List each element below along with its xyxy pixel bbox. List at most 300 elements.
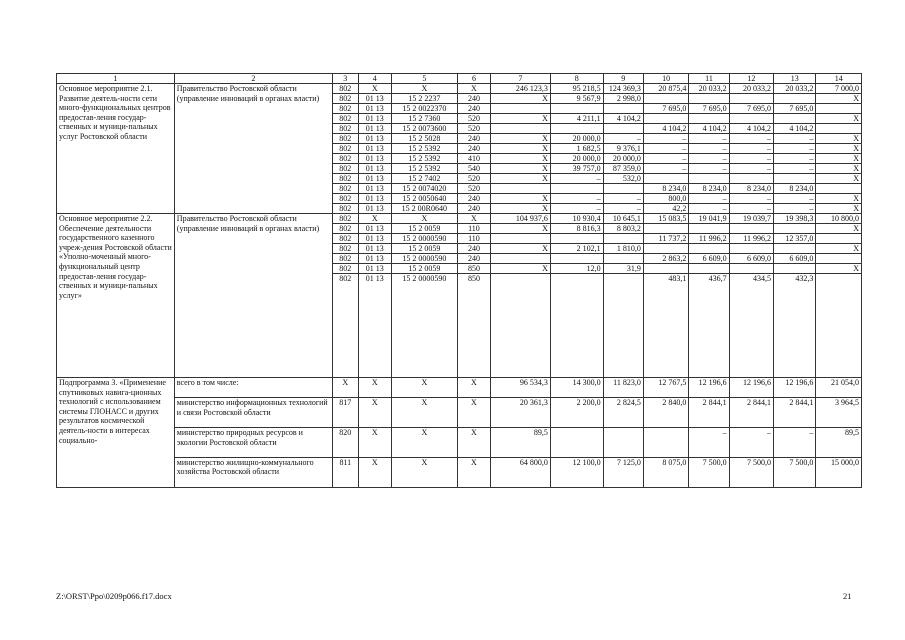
table-cell: 15 2 0000590 xyxy=(391,274,457,378)
table-cell: 15 2 0059 xyxy=(391,224,457,234)
table-cell: 15 2 0050640 xyxy=(391,194,457,204)
table-cell: 01 13 xyxy=(358,224,391,234)
table-cell: X xyxy=(490,244,550,254)
table-cell: 802 xyxy=(332,204,358,214)
table-cell: 104 937,6 xyxy=(490,214,550,224)
table-cell xyxy=(603,254,643,264)
table-cell xyxy=(816,104,862,114)
table-cell: 802 xyxy=(332,244,358,254)
table-cell: – xyxy=(774,194,816,204)
table-cell: 89,5 xyxy=(816,427,862,457)
table-cell: 15 2 0073600 xyxy=(391,124,457,134)
table-cell: X xyxy=(816,204,862,214)
table-cell: 15 2 0059 xyxy=(391,264,457,274)
table-cell: X xyxy=(358,398,391,428)
table-cell xyxy=(689,174,729,184)
table-cell: 12 196,6 xyxy=(774,378,816,398)
column-header: 11 xyxy=(689,74,729,84)
table-cell: 8 234,0 xyxy=(729,184,773,194)
table-cell: 01 13 xyxy=(358,264,391,274)
executor-label: министерство природных ресурсов и экологии Ростовской области xyxy=(174,427,332,457)
table-cell: 2 200,0 xyxy=(550,398,603,428)
table-cell: 850 xyxy=(457,274,490,378)
executor-label: министерство информационных технологий и связи Ростовской области xyxy=(174,398,332,428)
table-cell: X xyxy=(816,164,862,174)
table-cell xyxy=(689,94,729,104)
table-cell: 802 xyxy=(332,194,358,204)
table-cell: – xyxy=(643,134,688,144)
table-cell: 11 823,0 xyxy=(603,378,643,398)
table-cell: – xyxy=(774,164,816,174)
table-cell: 540 xyxy=(457,164,490,174)
table-cell: – xyxy=(689,144,729,154)
table-cell: 802 xyxy=(332,274,358,378)
table-cell: 1 810,0 xyxy=(603,244,643,254)
table-cell: 802 xyxy=(332,144,358,154)
table-cell: 8 234,0 xyxy=(643,184,688,194)
table-cell: 11 737,2 xyxy=(643,234,688,244)
table-cell: 802 xyxy=(332,174,358,184)
table-row xyxy=(57,398,862,428)
table-cell xyxy=(603,184,643,194)
table-cell: 31,9 xyxy=(603,264,643,274)
table-cell: 12 767,5 xyxy=(643,378,688,398)
table-cell: 802 xyxy=(332,134,358,144)
table-cell: 802 xyxy=(332,124,358,134)
table-cell xyxy=(490,104,550,114)
table-cell: X xyxy=(490,264,550,274)
table-cell: X xyxy=(816,154,862,164)
table-cell xyxy=(689,264,729,274)
table-cell: X xyxy=(816,144,862,154)
table-cell: 8 234,0 xyxy=(689,184,729,194)
table-cell: 96 534,3 xyxy=(490,378,550,398)
table-cell: 20 000,0 xyxy=(550,134,603,144)
table-cell: 240 xyxy=(457,104,490,114)
table-cell xyxy=(550,234,603,244)
program-label: Подпрограмма 3. «Применение спутниковых навига-ционных технологий с использованием системы ГЛОНАСС и других результатов космической деятель-ности в интересах социально- xyxy=(57,378,175,488)
table-cell: 8 803,2 xyxy=(603,224,643,234)
table-cell: 01 13 xyxy=(358,274,391,378)
table-cell: – xyxy=(729,134,773,144)
table-cell: X xyxy=(391,214,457,224)
table-cell: 7 695,0 xyxy=(729,104,773,114)
column-header: 3 xyxy=(332,74,358,84)
table-cell: X xyxy=(490,164,550,174)
table-cell: 802 xyxy=(332,234,358,244)
table-cell: 87 359,0 xyxy=(603,164,643,174)
table-cell: 802 xyxy=(332,114,358,124)
table-cell xyxy=(774,244,816,254)
table-cell: 01 13 xyxy=(358,234,391,244)
table-cell: 7 695,0 xyxy=(643,104,688,114)
table-cell xyxy=(490,234,550,244)
table-cell xyxy=(603,427,643,457)
table-cell: 01 13 xyxy=(358,174,391,184)
table-cell: 15 2 0022370 xyxy=(391,104,457,114)
table-cell: 1 682,5 xyxy=(550,144,603,154)
table-cell: 2 844,1 xyxy=(774,398,816,428)
table-cell: 15 083,5 xyxy=(643,214,688,224)
table-cell: 2 840,0 xyxy=(643,398,688,428)
table-cell: 4 104,2 xyxy=(774,124,816,134)
table-cell: 14 300,0 xyxy=(550,378,603,398)
table-cell: 12 196,6 xyxy=(729,378,773,398)
table-cell: X xyxy=(816,94,862,104)
table-cell: 01 13 xyxy=(358,144,391,154)
table-cell xyxy=(729,264,773,274)
table-cell: – xyxy=(774,154,816,164)
file-path: Z:\ORST\Ppo\0209p066.f17.docx xyxy=(56,591,172,601)
table-cell: X xyxy=(490,114,550,124)
table-cell xyxy=(729,114,773,124)
table-cell: X xyxy=(490,224,550,234)
table-cell: – xyxy=(603,194,643,204)
table-cell: 110 xyxy=(457,234,490,244)
table-cell: – xyxy=(689,154,729,164)
table-cell xyxy=(603,124,643,134)
table-cell xyxy=(603,234,643,244)
table-cell: 10 930,4 xyxy=(550,214,603,224)
table-cell: 64 800,0 xyxy=(490,457,550,487)
table-cell: 240 xyxy=(457,244,490,254)
table-cell xyxy=(774,224,816,234)
table-cell: 2 863,2 xyxy=(643,254,688,264)
column-header: 7 xyxy=(490,74,550,84)
table-cell: 802 xyxy=(332,224,358,234)
table-cell: 7 500,0 xyxy=(729,457,773,487)
table-cell: 3 964,5 xyxy=(816,398,862,428)
table-cell: – xyxy=(729,194,773,204)
table-cell: – xyxy=(774,134,816,144)
table-cell: 7 500,0 xyxy=(774,457,816,487)
table-cell: – xyxy=(774,204,816,214)
table-cell: 7 000,0 xyxy=(816,84,862,94)
table-cell: 483,1 xyxy=(643,274,688,378)
table-cell: 802 xyxy=(332,214,358,224)
table-cell: 15 2 5392 xyxy=(391,144,457,154)
table-cell: – xyxy=(643,164,688,174)
table-cell: – xyxy=(689,204,729,214)
table-cell: X xyxy=(391,378,457,398)
table-cell xyxy=(490,254,550,264)
table-cell: 01 13 xyxy=(358,104,391,114)
table-cell: X xyxy=(490,174,550,184)
table-cell: 15 2 5028 xyxy=(391,134,457,144)
table-row xyxy=(57,84,862,94)
table-cell: 15 2 7402 xyxy=(391,174,457,184)
table-cell: 95 218,5 xyxy=(550,84,603,94)
table-cell xyxy=(643,427,688,457)
table-cell: 15 2 2237 xyxy=(391,94,457,104)
table-cell: 520 xyxy=(457,124,490,134)
table-cell: 2 844,1 xyxy=(729,398,773,428)
table-cell: 802 xyxy=(332,94,358,104)
table-cell: 246 123,3 xyxy=(490,84,550,94)
table-cell: 8 075,0 xyxy=(643,457,688,487)
table-row xyxy=(57,214,862,224)
table-cell: X xyxy=(816,194,862,204)
table-cell: X xyxy=(391,398,457,428)
executor-label: Правительство Ростовской области (управление инноваций в органах власти) xyxy=(174,214,332,378)
table-cell xyxy=(729,244,773,254)
table-cell: – xyxy=(774,427,816,457)
table-cell: X xyxy=(457,457,490,487)
table-cell: 01 13 xyxy=(358,134,391,144)
table-cell: X xyxy=(332,378,358,398)
table-cell: 01 13 xyxy=(358,164,391,174)
header-row xyxy=(57,74,862,84)
table-cell: 21 054,0 xyxy=(816,378,862,398)
table-cell: 532,0 xyxy=(603,174,643,184)
table-cell: – xyxy=(603,204,643,214)
table-cell: X xyxy=(457,378,490,398)
table-cell: 20 875,4 xyxy=(643,84,688,94)
table-cell xyxy=(490,274,550,378)
table-cell: 520 xyxy=(457,174,490,184)
table-cell: 15 2 00R0640 xyxy=(391,204,457,214)
table-cell xyxy=(643,114,688,124)
table-cell: X xyxy=(490,144,550,154)
table-cell xyxy=(816,124,862,134)
table-cell: 01 13 xyxy=(358,244,391,254)
table-cell: 01 13 xyxy=(358,204,391,214)
table-cell: 811 xyxy=(332,457,358,487)
table-cell: 01 13 xyxy=(358,114,391,124)
table-cell xyxy=(729,94,773,104)
executor-label: Правительство Ростовской области (управление инноваций в органах власти) xyxy=(174,84,332,214)
table-cell: 520 xyxy=(457,184,490,194)
table-cell: 12,0 xyxy=(550,264,603,274)
table-cell: 7 500,0 xyxy=(689,457,729,487)
column-header: 5 xyxy=(391,74,457,84)
table-cell xyxy=(550,184,603,194)
table-cell: X xyxy=(816,224,862,234)
table-cell: 240 xyxy=(457,194,490,204)
table-cell: 850 xyxy=(457,264,490,274)
table-cell: X xyxy=(816,174,862,184)
table-cell: 20 033,2 xyxy=(689,84,729,94)
table-cell: 4 211,1 xyxy=(550,114,603,124)
table-cell: 436,7 xyxy=(689,274,729,378)
table-cell xyxy=(550,254,603,264)
table-cell: – xyxy=(643,144,688,154)
table-cell: 2 844,1 xyxy=(689,398,729,428)
table-cell: 520 xyxy=(457,114,490,124)
table-cell: 124 369,3 xyxy=(603,84,643,94)
table-cell: – xyxy=(643,154,688,164)
table-cell: 2 998,0 xyxy=(603,94,643,104)
table-cell: X xyxy=(816,264,862,274)
table-cell xyxy=(550,104,603,114)
table-cell: X xyxy=(358,378,391,398)
table-cell: 15 2 5392 xyxy=(391,154,457,164)
table-cell: 4 104,2 xyxy=(643,124,688,134)
table-cell: 802 xyxy=(332,184,358,194)
table-cell: 11 996,2 xyxy=(729,234,773,244)
table-cell: 15 2 0074020 xyxy=(391,184,457,194)
table-cell xyxy=(643,174,688,184)
table-cell: 01 13 xyxy=(358,124,391,134)
table-cell: – xyxy=(689,134,729,144)
table-cell: X xyxy=(490,94,550,104)
table-cell xyxy=(643,94,688,104)
table-cell xyxy=(550,124,603,134)
table-cell xyxy=(490,124,550,134)
column-header: 8 xyxy=(550,74,603,84)
table-cell: 802 xyxy=(332,104,358,114)
table-cell xyxy=(550,427,603,457)
column-header: 6 xyxy=(457,74,490,84)
program-label: Основное мероприятие 2.1. Развитие деятель-ности сети много-функциональных центров предостав-ления государ-ственных и муници-пальных услуг Ростовской области xyxy=(57,84,175,214)
table-cell xyxy=(550,274,603,378)
table-cell xyxy=(774,114,816,124)
table-cell: X xyxy=(391,84,457,94)
table-cell: 7 125,0 xyxy=(603,457,643,487)
table-cell: 240 xyxy=(457,144,490,154)
table-cell: 8 234,0 xyxy=(774,184,816,194)
table-cell: 2 102,1 xyxy=(550,244,603,254)
table-cell xyxy=(603,274,643,378)
table-cell: X xyxy=(391,457,457,487)
table-cell: – xyxy=(550,194,603,204)
table-cell: X xyxy=(490,134,550,144)
table-cell: – xyxy=(689,164,729,174)
table-cell xyxy=(774,94,816,104)
table-cell: 89,5 xyxy=(490,427,550,457)
table-cell: 19 398,3 xyxy=(774,214,816,224)
table-cell xyxy=(729,174,773,184)
table-cell: – xyxy=(689,427,729,457)
table-cell: 240 xyxy=(457,94,490,104)
table-cell: 7 695,0 xyxy=(774,104,816,114)
table-cell: 802 xyxy=(332,254,358,264)
table-cell: X xyxy=(457,427,490,457)
table-cell: 802 xyxy=(332,154,358,164)
table-cell: 12 100,0 xyxy=(550,457,603,487)
table-cell: 01 13 xyxy=(358,184,391,194)
table-cell xyxy=(816,184,862,194)
table-cell: 802 xyxy=(332,164,358,174)
table-cell: – xyxy=(729,164,773,174)
table-cell: X xyxy=(358,214,391,224)
table-cell xyxy=(689,114,729,124)
table-cell: 6 609,0 xyxy=(774,254,816,264)
table-cell: 410 xyxy=(457,154,490,164)
table-cell: – xyxy=(689,194,729,204)
table-cell: – xyxy=(550,174,603,184)
table-cell: 19 039,7 xyxy=(729,214,773,224)
column-header: 12 xyxy=(729,74,773,84)
table-cell xyxy=(774,174,816,184)
table-cell: 15 2 0000590 xyxy=(391,254,457,264)
table-cell: 6 609,0 xyxy=(689,254,729,264)
page-number: 21 xyxy=(843,591,852,601)
table-cell: X xyxy=(457,84,490,94)
table-cell: 11 996,2 xyxy=(689,234,729,244)
table-cell: 01 13 xyxy=(358,254,391,264)
table-cell: 4 104,2 xyxy=(689,124,729,134)
table-cell: 4 104,2 xyxy=(729,124,773,134)
executor-label: всего в том числе: xyxy=(174,378,332,398)
table-cell: 817 xyxy=(332,398,358,428)
table-cell: X xyxy=(358,84,391,94)
column-header: 14 xyxy=(816,74,862,84)
table-cell xyxy=(689,244,729,254)
table-cell: X xyxy=(490,194,550,204)
table-cell xyxy=(816,234,862,244)
table-cell: X xyxy=(816,134,862,144)
budget-table xyxy=(56,73,862,488)
table-cell: – xyxy=(729,144,773,154)
table-cell xyxy=(603,104,643,114)
table-cell: 432,3 xyxy=(774,274,816,378)
table-cell: – xyxy=(729,204,773,214)
table-cell: 240 xyxy=(457,254,490,264)
table-cell: 10 800,0 xyxy=(816,214,862,224)
column-header: 13 xyxy=(774,74,816,84)
table-cell: 820 xyxy=(332,427,358,457)
table-cell: 15 2 0000590 xyxy=(391,234,457,244)
table-cell: 01 13 xyxy=(358,94,391,104)
table-cell xyxy=(643,264,688,274)
table-cell: 42,2 xyxy=(643,204,688,214)
table-row xyxy=(57,427,862,457)
table-cell: 802 xyxy=(332,264,358,274)
table-cell: 2 824,5 xyxy=(603,398,643,428)
table-cell: 4 104,2 xyxy=(603,114,643,124)
table-cell xyxy=(816,254,862,264)
table-cell: – xyxy=(729,154,773,164)
table-cell xyxy=(490,184,550,194)
table-cell: 20 000,0 xyxy=(550,154,603,164)
table-cell: – xyxy=(729,427,773,457)
table-cell: 39 757,0 xyxy=(550,164,603,174)
table-cell: 01 13 xyxy=(358,194,391,204)
table-cell: 19 041,9 xyxy=(689,214,729,224)
table-cell: 802 xyxy=(332,84,358,94)
table-cell: 110 xyxy=(457,224,490,234)
table-cell: X xyxy=(457,214,490,224)
executor-label: министерство жилищно-коммунального хозяйства Ростовской области xyxy=(174,457,332,487)
table-cell: 20 000,0 xyxy=(603,154,643,164)
table-cell: 9 567,9 xyxy=(550,94,603,104)
table-cell: 20 361,3 xyxy=(490,398,550,428)
table-cell xyxy=(643,244,688,254)
table-cell: X xyxy=(490,204,550,214)
table-cell: X xyxy=(358,457,391,487)
table-cell: X xyxy=(391,427,457,457)
table-cell xyxy=(643,224,688,234)
table-cell: 9 376,1 xyxy=(603,144,643,154)
table-cell: 12 196,6 xyxy=(689,378,729,398)
column-header: 9 xyxy=(603,74,643,84)
table-cell: X xyxy=(457,398,490,428)
table-row xyxy=(57,378,862,398)
column-header: 1 xyxy=(57,74,175,84)
table-cell: 8 816,3 xyxy=(550,224,603,234)
table-cell: 12 357,0 xyxy=(774,234,816,244)
table-cell: 6 609,0 xyxy=(729,254,773,264)
table-cell: 01 13 xyxy=(358,154,391,164)
table-cell: – xyxy=(603,134,643,144)
column-header: 10 xyxy=(643,74,688,84)
table-row xyxy=(57,457,862,487)
table-cell: X xyxy=(816,244,862,254)
column-header: 4 xyxy=(358,74,391,84)
table-cell: 240 xyxy=(457,204,490,214)
table-cell: 15 000,0 xyxy=(816,457,862,487)
